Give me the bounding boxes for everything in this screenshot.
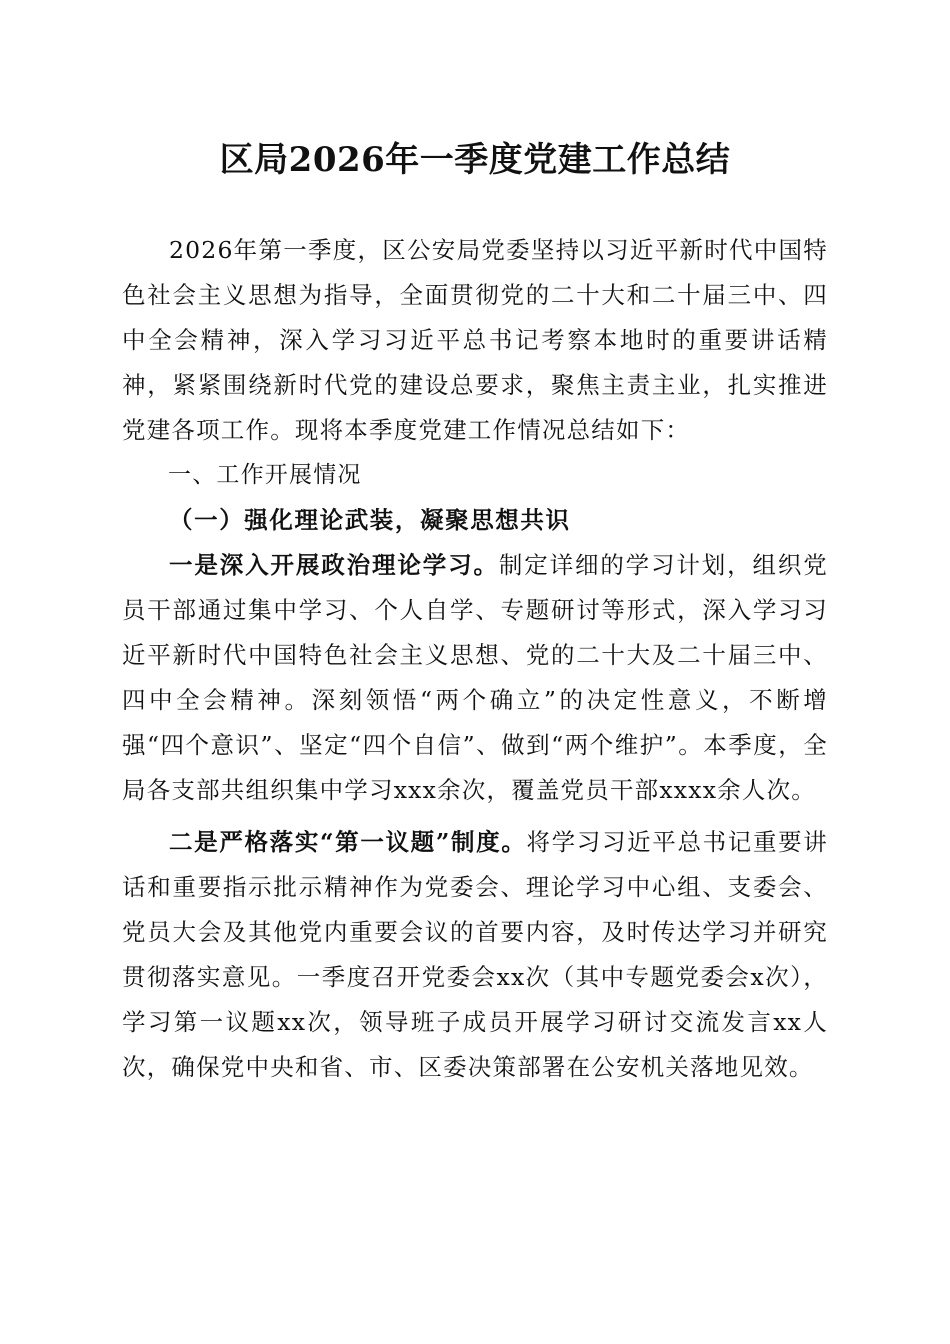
section-heading: 一、工作开展情况	[168, 462, 362, 488]
document-body	[122, 228, 828, 1090]
subsection-heading: （一）强化理论武装，凝聚思想共识	[169, 506, 571, 534]
paragraph-1-body: 制定详细的学习计划，组织党员干部通过集中学习、个人自学、专题研讨等形式，深入学习习近平新时代中国特色社会主义思想、党的二十大及二十届三中、四中全会精神。深刻领悟“两个确立”的决定性意义，不断增强“四个意识”、坚定“四个自信”、做到“两个维护”。本季度，全局各支部共组织集中学习xxx余次，覆盖党员干部xxxx余人次。	[122, 551, 828, 804]
paragraph-2	[122, 820, 828, 1090]
paragraph-1-lead: 一是深入开展政治理论学习。	[169, 551, 499, 579]
paragraph-2-body: 将学习习近平总书记重要讲话和重要指示批示精神作为党委会、理论学习中心组、支委会、党员大会及其他党内重要会议的首要内容，及时传达学习并研究贯彻落实意见。一季度召开党委会xx次（其中专题党委会x次），学习第一议题xx次，领导班子成员开展学习研讨交流发言xx人次，确保党中央和省、市、区委决策部署在公安机关落地见效。	[122, 828, 828, 1081]
document-title: 区局2026年一季度党建工作总结	[219, 140, 731, 180]
paragraph-2-lead: 二是严格落实“第一议题”制度。	[169, 828, 527, 856]
paragraph-1	[122, 543, 828, 813]
intro-paragraph: 2026年第一季度，区公安局党委坚持以习近平新时代中国特色社会主义思想为指导，全面贯彻党的二十大和二十届三中、四中全会精神，深入学习习近平总书记考察本地时的重要讲话精神，紧紧围绕新时代党的建设总要求，聚焦主责主业，扎实推进党建各项工作。现将本季度党建工作情况总结如下：	[122, 236, 828, 444]
